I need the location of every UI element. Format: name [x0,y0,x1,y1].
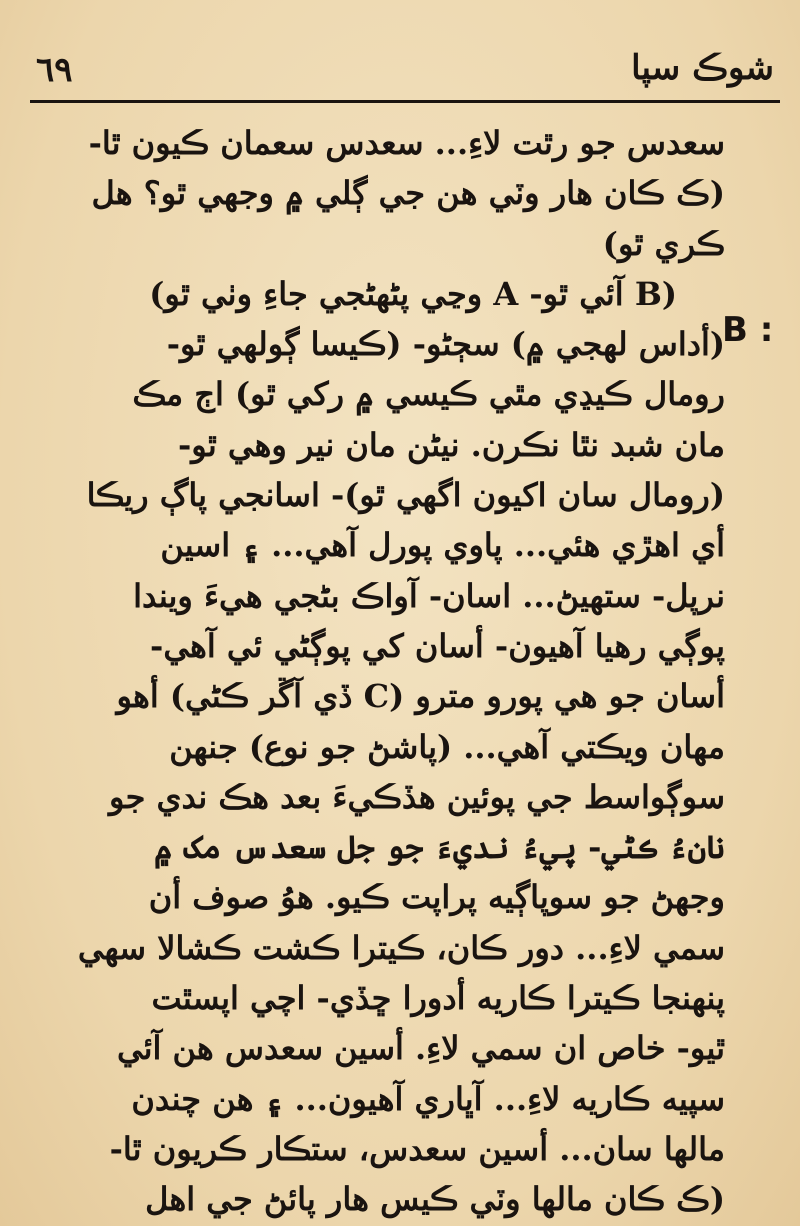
text-line: نرپل- ستهيڻ... اسان- آواڪ بڻجي هيءَ ويندا [133,576,725,615]
text-line: (ڪ ڪان مالها وٽي ڪيس هار پائڻ جي اهل [145,1180,725,1219]
text-line: ٿيو- خاص ان سمي لاءِ. أسين سعدس هن آئي [116,1029,725,1068]
text-line: پوڳي رهيا آهيون- أسان کي پوڳڻي ئي آهي- [150,626,725,665]
page-body [30,118,725,1225]
text-line: رومال ڪيڍي مٿي ڪيسي ۾ رکي ٿو) اڄ مڪ [132,375,725,414]
running-title: شوڪ سپا [631,48,774,88]
text-line: پنهنجا ڪيترا ڪاريه أدورا ڇڏي- اچي اپسٿت [151,979,725,1018]
text-line: (أداس لهجي ۾) سڄڻو- (ڪيسا ڳولهي ٿو- [166,325,725,364]
text-line: سعدس جو رٿت لاءِ... سعدس سعمان ڪيون ٿا- [88,124,725,162]
text-line: سمي لاءِ... دور ڪان، ڪيترا ڪشت ڪشالا سهي [77,928,725,967]
text-line: وجهڻ جو سوپاڳيه پراپت ڪيو. هوُ صوف أن [148,878,725,917]
text-line: أي اهڙي هئي... پاوي پورل آهي... ۽ اسين [160,526,725,565]
text-line: نانءُ ڪڻي- پيءُ نديءَ جو جل سعدس مک ۾ [153,828,725,867]
page-number: ٦٩ [36,50,73,90]
header-rule [30,100,780,103]
text-line: سپيه ڪاريه لاءِ... آڀاري آهيون... ۽ هن چندن [131,1079,725,1118]
text-line: (B آئي ٿو- A وڃي پڻهڻجي جاءِ وٺي ٿو) [149,274,677,313]
text-line: أسان جو هي پورو مترو (C ڏي آڱر ڪڻي) أهو [116,677,725,716]
text-line: (رومال سان اکيون اگهي ٿو)- اسانجي پاڳ ريڪا [86,476,725,515]
text-line: ڪري ٿو) [602,224,725,263]
text-line: مالها سان... أسين سعدس، ستڪار ڪريون ٿا- [109,1129,725,1168]
text-line: (ڪ ڪان هار وٽي هن جي ڳلي ۾ وجهي ٿو؟ هل [91,174,725,213]
speaker-marker: B : [722,310,774,350]
text-line: مان شبد نٿا نڪرن. نيڻن مان نير وهي ٿو- [178,425,725,464]
text-line: مهان ويڪتي آهي... (پاشڻ جو نوع) جنهن [169,727,725,766]
text-line: سوڳواسط جي پوئين هڏڪيءَ بعد هڪ ندي جو [109,777,725,816]
